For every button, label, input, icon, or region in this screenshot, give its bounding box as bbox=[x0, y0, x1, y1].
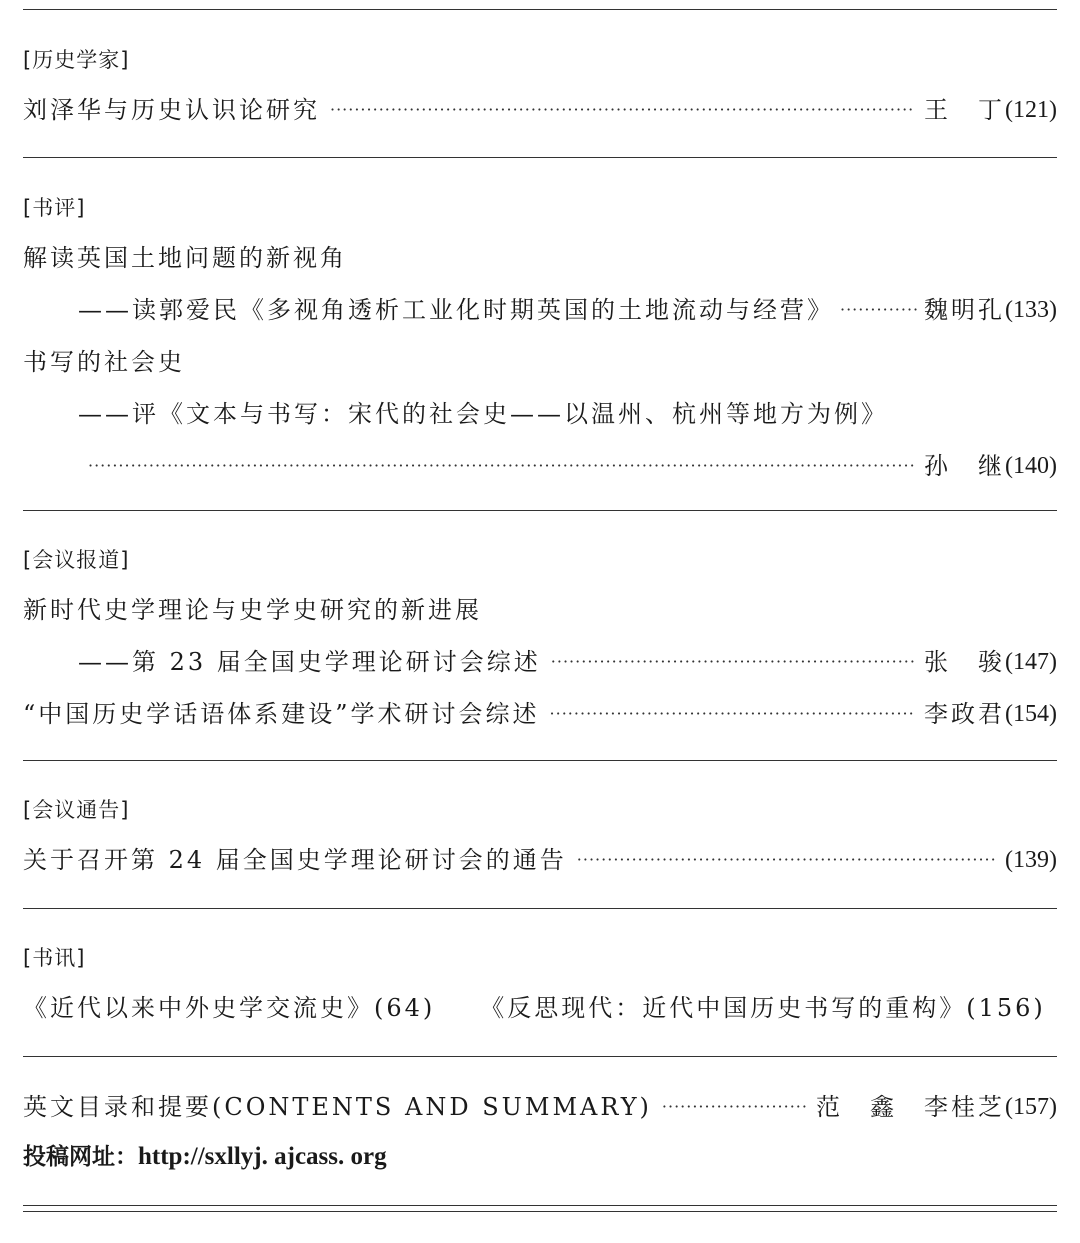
section-rule bbox=[23, 157, 1057, 158]
book-item[interactable]: 《反思现代：近代中国历史书写的重构》(156) bbox=[480, 994, 1046, 1022]
leader-dots bbox=[330, 84, 914, 136]
section-conference-notice bbox=[23, 795, 1057, 886]
toc-entry[interactable] bbox=[23, 834, 1057, 886]
leader-dots bbox=[551, 636, 914, 688]
section-english bbox=[23, 1081, 1057, 1181]
entry-title: 关于召开第 24 届全国史学理论研讨会的通告 bbox=[23, 846, 567, 874]
entry-page: (157) bbox=[1005, 1094, 1057, 1120]
section-book-news bbox=[23, 943, 1057, 1034]
toc-entry-subtitle[interactable] bbox=[23, 388, 1057, 440]
section-rule bbox=[23, 908, 1057, 909]
section-rule bbox=[23, 1056, 1057, 1057]
section-rule bbox=[23, 760, 1057, 761]
toc-entry[interactable] bbox=[23, 688, 1057, 740]
toc-entry[interactable] bbox=[23, 1081, 1057, 1133]
section-rule bbox=[23, 510, 1057, 511]
toc-entry-leader-line[interactable] bbox=[23, 440, 1057, 492]
category-heading: [会议报道] bbox=[23, 548, 130, 572]
category-heading: [书讯] bbox=[23, 946, 86, 970]
entry-title: 英文目录和提要(CONTENTS AND SUMMARY) bbox=[23, 1093, 652, 1121]
submission-label: 投稿网址： bbox=[23, 1144, 138, 1170]
entry-page: (140) bbox=[1005, 453, 1057, 479]
entry-page: (154) bbox=[1005, 701, 1057, 727]
section-historians bbox=[23, 45, 1057, 136]
leader-dots bbox=[577, 834, 995, 886]
toc-entry-title[interactable] bbox=[23, 336, 1057, 388]
entry-page: (133) bbox=[1005, 297, 1057, 323]
entry-page: (139) bbox=[1005, 847, 1057, 873]
book-item[interactable]: 《近代以来中外史学交流史》(64) bbox=[23, 994, 436, 1022]
category-heading: [会议通告] bbox=[23, 798, 130, 822]
submission-url-line bbox=[23, 1133, 1057, 1181]
leader-dots bbox=[88, 440, 914, 492]
entry-title: 书写的社会史 bbox=[23, 348, 185, 376]
entry-author: 魏明孔 bbox=[924, 296, 1006, 324]
entry-author: 李政君 bbox=[924, 700, 1006, 728]
entry-subtitle: ——读郭爱民《多视角透析工业化时期英国的土地流动与经营》 bbox=[78, 296, 834, 324]
top-rule bbox=[23, 9, 1057, 10]
entry-page: (121) bbox=[1005, 97, 1057, 123]
toc-entry-title[interactable] bbox=[23, 584, 1057, 636]
toc-entry-subtitle[interactable] bbox=[23, 284, 1057, 336]
entry-author: 孙 继 bbox=[924, 452, 1006, 480]
entry-title: 刘泽华与历史认识论研究 bbox=[23, 96, 320, 124]
submission-url-link[interactable]: http://sxllyj. ajcass. org bbox=[138, 1143, 387, 1170]
entry-page: (147) bbox=[1005, 649, 1057, 675]
toc-entry-subtitle[interactable] bbox=[23, 636, 1057, 688]
toc-entry[interactable] bbox=[23, 84, 1057, 136]
entry-author: 张 骏 bbox=[924, 648, 1006, 676]
section-reviews bbox=[23, 193, 1057, 492]
category-heading: [书评] bbox=[23, 196, 86, 220]
entry-title: 新时代史学理论与史学史研究的新进展 bbox=[23, 596, 482, 624]
entry-title: “中国历史学话语体系建设”学术研讨会综述 bbox=[23, 700, 540, 728]
leader-dots bbox=[840, 284, 918, 336]
section-conference-reports bbox=[23, 545, 1057, 740]
entry-title: 解读英国土地问题的新视角 bbox=[23, 244, 347, 272]
book-news-line bbox=[23, 982, 1057, 1034]
bottom-double-rule bbox=[23, 1205, 1057, 1212]
toc-entry-title[interactable] bbox=[23, 232, 1057, 284]
category-heading: [历史学家] bbox=[23, 48, 130, 72]
entry-subtitle: ——第 23 届全国史学理论研讨会综述 bbox=[78, 648, 541, 676]
entry-author: 范 鑫 李桂芝 bbox=[816, 1093, 1006, 1121]
entry-author: 王 丁 bbox=[924, 96, 1006, 124]
leader-dots bbox=[550, 688, 914, 740]
leader-dots bbox=[662, 1081, 806, 1133]
entry-subtitle: ——评《文本与书写：宋代的社会史——以温州、杭州等地方为例》 bbox=[78, 400, 888, 428]
